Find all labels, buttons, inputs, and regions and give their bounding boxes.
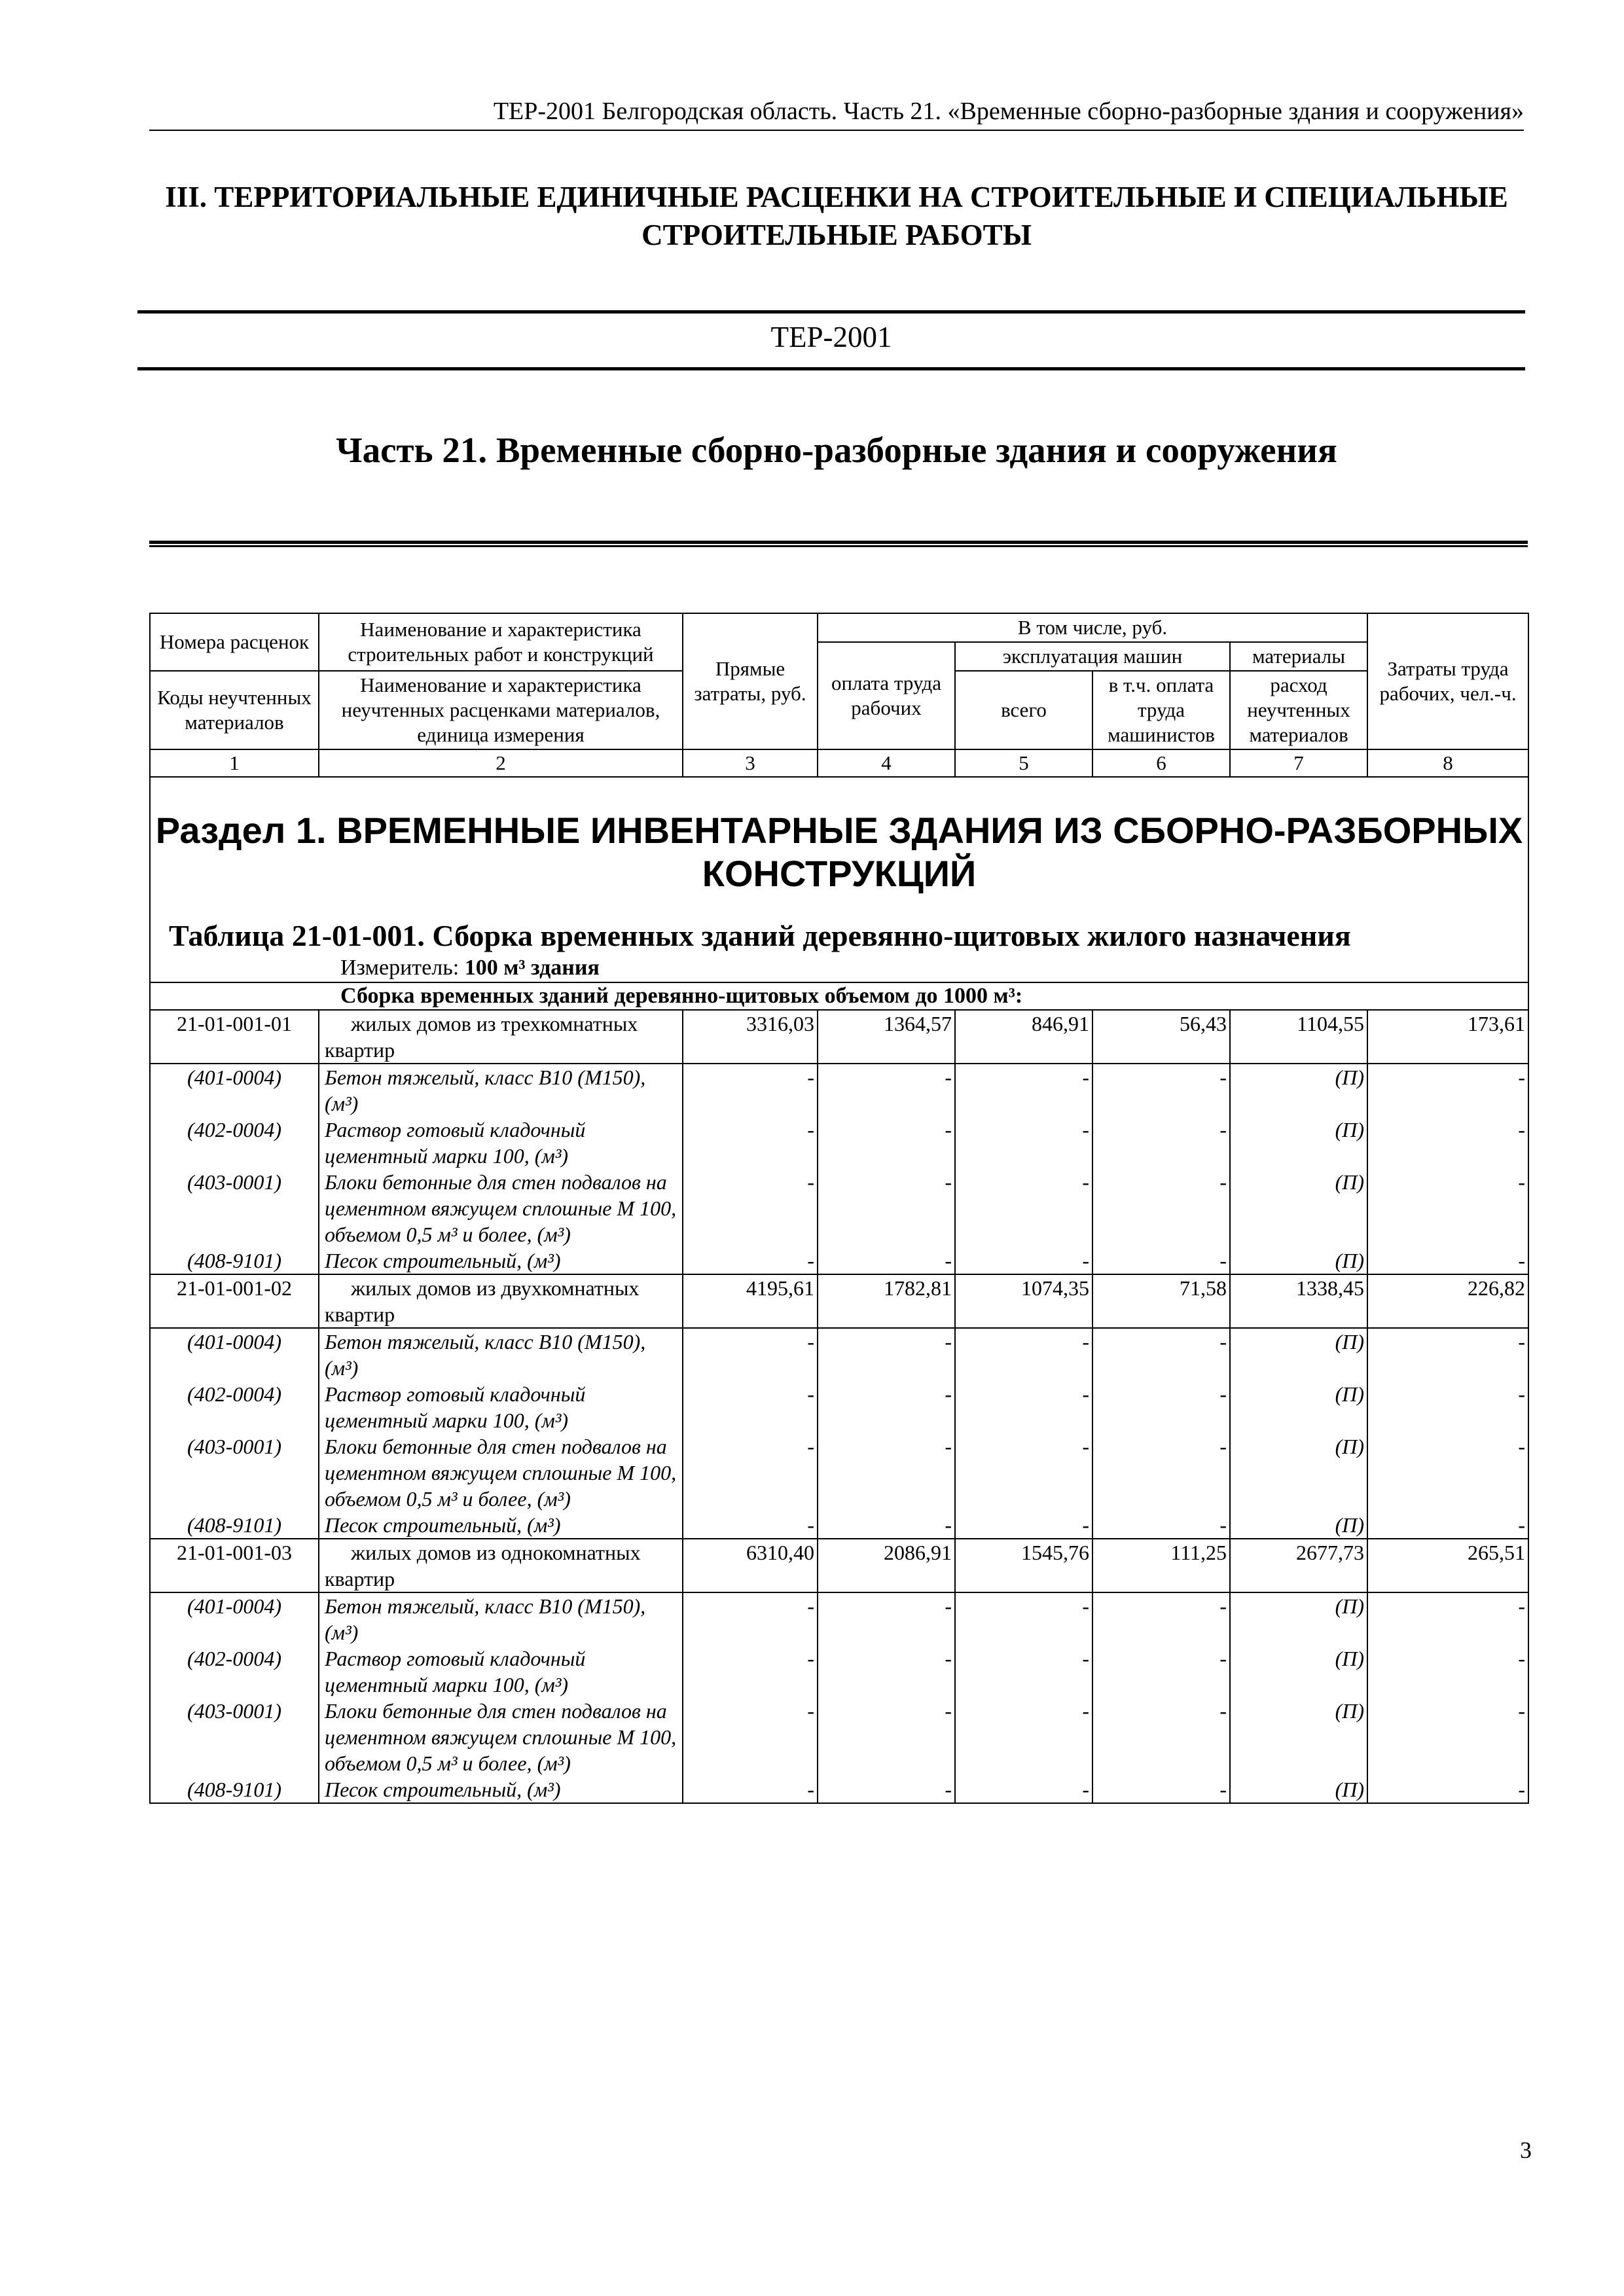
- column-number: 1: [150, 749, 319, 777]
- rate-value: 1338,45: [1230, 1274, 1367, 1328]
- part-title: Часть 21. Временные сборно-разборные здания и сооружения: [336, 430, 1337, 470]
- header-work-name: Наименование и характеристика строительных работ и конструкций: [319, 613, 683, 671]
- rate-value: 1074,35: [955, 1274, 1092, 1328]
- material-value: -: [818, 1592, 955, 1645]
- rate-value: 1545,76: [955, 1539, 1092, 1592]
- main-title: III. ТЕРРИТОРИАЛЬНЫЕ ЕДИНИЧНЫЕ РАСЦЕНКИ НА СТРОИТЕЛЬНЫЕ И СПЕЦИАЛЬНЫЕ СТРОИТЕЛЬНЫЕ РАБОТЫ: [165, 181, 1508, 251]
- material-value: -: [1367, 1776, 1528, 1803]
- meter-label: Измеритель:: [340, 956, 460, 980]
- page-number: 3: [1520, 2137, 1532, 2163]
- material-value: -: [818, 1064, 955, 1117]
- material-value: -: [1367, 1592, 1528, 1645]
- column-number: 7: [1230, 749, 1367, 777]
- material-value: (П): [1230, 1328, 1367, 1381]
- column-number: 4: [818, 749, 955, 777]
- material-row: [150, 1698, 1528, 1776]
- header-machines-total: всего: [955, 671, 1092, 749]
- material-value: -: [955, 1512, 1092, 1539]
- header-material-codes: Коды неучтенных материалов: [150, 671, 319, 749]
- material-value: (П): [1230, 1381, 1367, 1433]
- header-worker-wages: оплата труда рабочих: [818, 642, 955, 749]
- material-value: (П): [1230, 1169, 1367, 1247]
- rate-value: 173,61: [1367, 1010, 1528, 1064]
- material-value: -: [1367, 1645, 1528, 1698]
- header-direct-costs: Прямые затраты, руб.: [683, 613, 818, 749]
- material-value: -: [1092, 1117, 1230, 1169]
- material-value: -: [1367, 1247, 1528, 1274]
- rate-value: 1782,81: [818, 1274, 955, 1328]
- material-row: [150, 1776, 1528, 1803]
- material-value: -: [1092, 1645, 1230, 1698]
- column-number: 3: [683, 749, 818, 777]
- table-title: Таблица 21-01-001. Сборка временных зданий деревянно-щитовых жилого назначения: [169, 919, 1351, 952]
- material-value: -: [1367, 1117, 1528, 1169]
- material-name: Бетон тяжелый, класс В10 (М150), (м³): [319, 1064, 683, 1117]
- material-name: Блоки бетонные для стен подвалов на цементном вяжущем сплошные М 100, объемом 0,5 м³ и более, (м³): [319, 1433, 683, 1512]
- material-value: (П): [1230, 1064, 1367, 1117]
- material-value: -: [818, 1433, 955, 1512]
- material-value: -: [683, 1381, 818, 1433]
- material-row: [150, 1117, 1528, 1169]
- material-code: (401-0004): [150, 1064, 319, 1117]
- material-value: -: [1092, 1592, 1230, 1645]
- material-row: [150, 1512, 1528, 1539]
- header-labor-costs: Затраты труда рабочих, чел.-ч.: [1367, 613, 1528, 749]
- column-number: 8: [1367, 749, 1528, 777]
- material-value: -: [683, 1328, 818, 1381]
- material-value: (П): [1230, 1433, 1367, 1512]
- rate-work-name: жилых домов из двухкомнатных квартир: [319, 1274, 683, 1328]
- material-value: -: [955, 1381, 1092, 1433]
- material-name: Блоки бетонные для стен подвалов на цементном вяжущем сплошные М 100, объемом 0,5 м³ и более, (м³): [319, 1698, 683, 1776]
- material-code: (403-0001): [150, 1698, 319, 1776]
- section-title: Раздел 1. ВРЕМЕННЫЕ ИНВЕНТАРНЫЕ ЗДАНИЯ ИЗ СБОРНО-РАЗБОРНЫХ КОНСТРУКЦИЙ: [155, 810, 1523, 894]
- material-value: -: [1092, 1064, 1230, 1117]
- material-value: (П): [1230, 1247, 1367, 1274]
- header-rate-numbers: Номера расценок: [150, 613, 319, 671]
- material-value: (П): [1230, 1512, 1367, 1539]
- material-value: -: [683, 1169, 818, 1247]
- material-value: -: [818, 1512, 955, 1539]
- rate-row: [150, 1010, 1528, 1064]
- ter-label: ТЕР-2001: [137, 310, 1525, 370]
- material-code: (401-0004): [150, 1592, 319, 1645]
- section-heading-block: [150, 777, 1528, 982]
- material-value: -: [955, 1169, 1092, 1247]
- rate-value: 2086,91: [818, 1539, 955, 1592]
- column-numbers-row: [150, 749, 1528, 777]
- rate-row: [150, 1539, 1528, 1592]
- material-value: -: [1367, 1328, 1528, 1381]
- material-name: Бетон тяжелый, класс В10 (М150), (м³): [319, 1328, 683, 1381]
- material-value: -: [1092, 1381, 1230, 1433]
- material-name: Песок строительный, (м³): [319, 1776, 683, 1803]
- material-value: -: [1092, 1698, 1230, 1776]
- material-value: -: [1367, 1381, 1528, 1433]
- rate-value: 71,58: [1092, 1274, 1230, 1328]
- material-code: (403-0001): [150, 1433, 319, 1512]
- material-value: -: [818, 1247, 955, 1274]
- material-name: Раствор готовый кладочный цементный марки 100, (м³): [319, 1645, 683, 1698]
- material-value: -: [683, 1433, 818, 1512]
- material-value: -: [955, 1776, 1092, 1803]
- material-value: -: [1092, 1247, 1230, 1274]
- material-name: Раствор готовый кладочный цементный марки 100, (м³): [319, 1381, 683, 1433]
- material-row: [150, 1064, 1528, 1117]
- subgroup-heading: Сборка временных зданий деревянно-щитовых объемом до 1000 м³:: [150, 982, 1528, 1010]
- rate-value: 6310,40: [683, 1539, 818, 1592]
- material-value: (П): [1230, 1117, 1367, 1169]
- meter-value: 100 м³ здания: [464, 956, 600, 980]
- rate-value: 3316,03: [683, 1010, 818, 1064]
- material-code: (401-0004): [150, 1328, 319, 1381]
- material-value: -: [818, 1698, 955, 1776]
- material-value: -: [1367, 1512, 1528, 1539]
- rate-code: 21-01-001-03: [150, 1539, 319, 1592]
- double-rule-divider: [149, 541, 1528, 547]
- material-value: -: [955, 1247, 1092, 1274]
- material-code: (402-0004): [150, 1117, 319, 1169]
- material-value: -: [1092, 1328, 1230, 1381]
- column-number: 5: [955, 749, 1092, 777]
- material-value: -: [818, 1645, 955, 1698]
- material-value: -: [683, 1512, 818, 1539]
- rate-code: 21-01-001-01: [150, 1010, 319, 1064]
- page-header: ТЕР-2001 Белгородская область. Часть 21. «Временные сборно-разборные здания и сооружения»: [149, 97, 1524, 131]
- material-value: -: [818, 1328, 955, 1381]
- header-machine-operation: эксплуатация машин: [955, 642, 1230, 671]
- material-name: Песок строительный, (м³): [319, 1512, 683, 1539]
- table-header: [150, 613, 1528, 777]
- material-value: -: [1367, 1064, 1528, 1117]
- material-name: Раствор готовый кладочный цементный марки 100, (м³): [319, 1117, 683, 1169]
- rate-value: 111,25: [1092, 1539, 1230, 1592]
- material-code: (408-9101): [150, 1512, 319, 1539]
- rate-value: 226,82: [1367, 1274, 1528, 1328]
- rate-value: 846,91: [955, 1010, 1092, 1064]
- material-value: -: [1092, 1512, 1230, 1539]
- material-value: -: [1367, 1698, 1528, 1776]
- material-code: (408-9101): [150, 1776, 319, 1803]
- material-code: (408-9101): [150, 1247, 319, 1274]
- rate-work-name: жилых домов из трехкомнатных квартир: [319, 1010, 683, 1064]
- material-name: Бетон тяжелый, класс В10 (М150), (м³): [319, 1592, 683, 1645]
- rate-value: 2677,73: [1230, 1539, 1367, 1592]
- material-value: -: [955, 1698, 1092, 1776]
- column-number: 6: [1092, 749, 1230, 777]
- rate-value: 1104,55: [1230, 1010, 1367, 1064]
- material-value: -: [683, 1592, 818, 1645]
- rate-value: 265,51: [1367, 1539, 1528, 1592]
- material-value: -: [955, 1117, 1092, 1169]
- rate-value: 1364,57: [818, 1010, 955, 1064]
- material-row: [150, 1433, 1528, 1512]
- material-value: -: [683, 1776, 818, 1803]
- material-name: Песок строительный, (м³): [319, 1247, 683, 1274]
- material-row: [150, 1592, 1528, 1645]
- material-value: -: [683, 1645, 818, 1698]
- material-row: [150, 1328, 1528, 1381]
- material-name: Блоки бетонные для стен подвалов на цементном вяжущем сплошные М 100, объемом 0,5 м³ и более, (м³): [319, 1169, 683, 1247]
- rate-value: 56,43: [1092, 1010, 1230, 1064]
- meter-line: [151, 954, 1528, 982]
- header-materials: материалы: [1230, 642, 1367, 671]
- material-value: -: [1367, 1169, 1528, 1247]
- material-code: (403-0001): [150, 1169, 319, 1247]
- material-value: -: [818, 1776, 955, 1803]
- header-machinist-wages: в т.ч. оплата труда машинистов: [1092, 671, 1230, 749]
- material-value: (П): [1230, 1592, 1367, 1645]
- material-row: [150, 1247, 1528, 1274]
- material-value: (П): [1230, 1645, 1367, 1698]
- material-value: -: [683, 1064, 818, 1117]
- material-code: (402-0004): [150, 1381, 319, 1433]
- material-row: [150, 1169, 1528, 1247]
- material-value: (П): [1230, 1776, 1367, 1803]
- material-value: -: [955, 1645, 1092, 1698]
- material-value: -: [818, 1381, 955, 1433]
- material-value: -: [683, 1247, 818, 1274]
- material-value: -: [818, 1117, 955, 1169]
- material-value: -: [818, 1169, 955, 1247]
- material-value: -: [955, 1592, 1092, 1645]
- rate-work-name: жилых домов из однокомнатных квартир: [319, 1539, 683, 1592]
- material-value: -: [1092, 1776, 1230, 1803]
- material-value: -: [683, 1698, 818, 1776]
- material-value: -: [1092, 1433, 1230, 1512]
- material-value: -: [955, 1328, 1092, 1381]
- header-unaccounted-materials: расход неучтенных материалов: [1230, 671, 1367, 749]
- rate-row: [150, 1274, 1528, 1328]
- column-number: 2: [319, 749, 683, 777]
- header-material-name: Наименование и характеристика неучтенных расценками материалов, единица измерения: [319, 671, 683, 749]
- material-value: (П): [1230, 1698, 1367, 1776]
- rate-code: 21-01-001-02: [150, 1274, 319, 1328]
- material-value: -: [1367, 1433, 1528, 1512]
- material-row: [150, 1645, 1528, 1698]
- header-including: В том числе, руб.: [818, 613, 1367, 642]
- material-row: [150, 1381, 1528, 1433]
- rates-table: [149, 613, 1529, 1804]
- material-value: -: [955, 1064, 1092, 1117]
- material-value: -: [955, 1433, 1092, 1512]
- material-code: (402-0004): [150, 1645, 319, 1698]
- rate-value: 4195,61: [683, 1274, 818, 1328]
- material-value: -: [1092, 1169, 1230, 1247]
- material-value: -: [683, 1117, 818, 1169]
